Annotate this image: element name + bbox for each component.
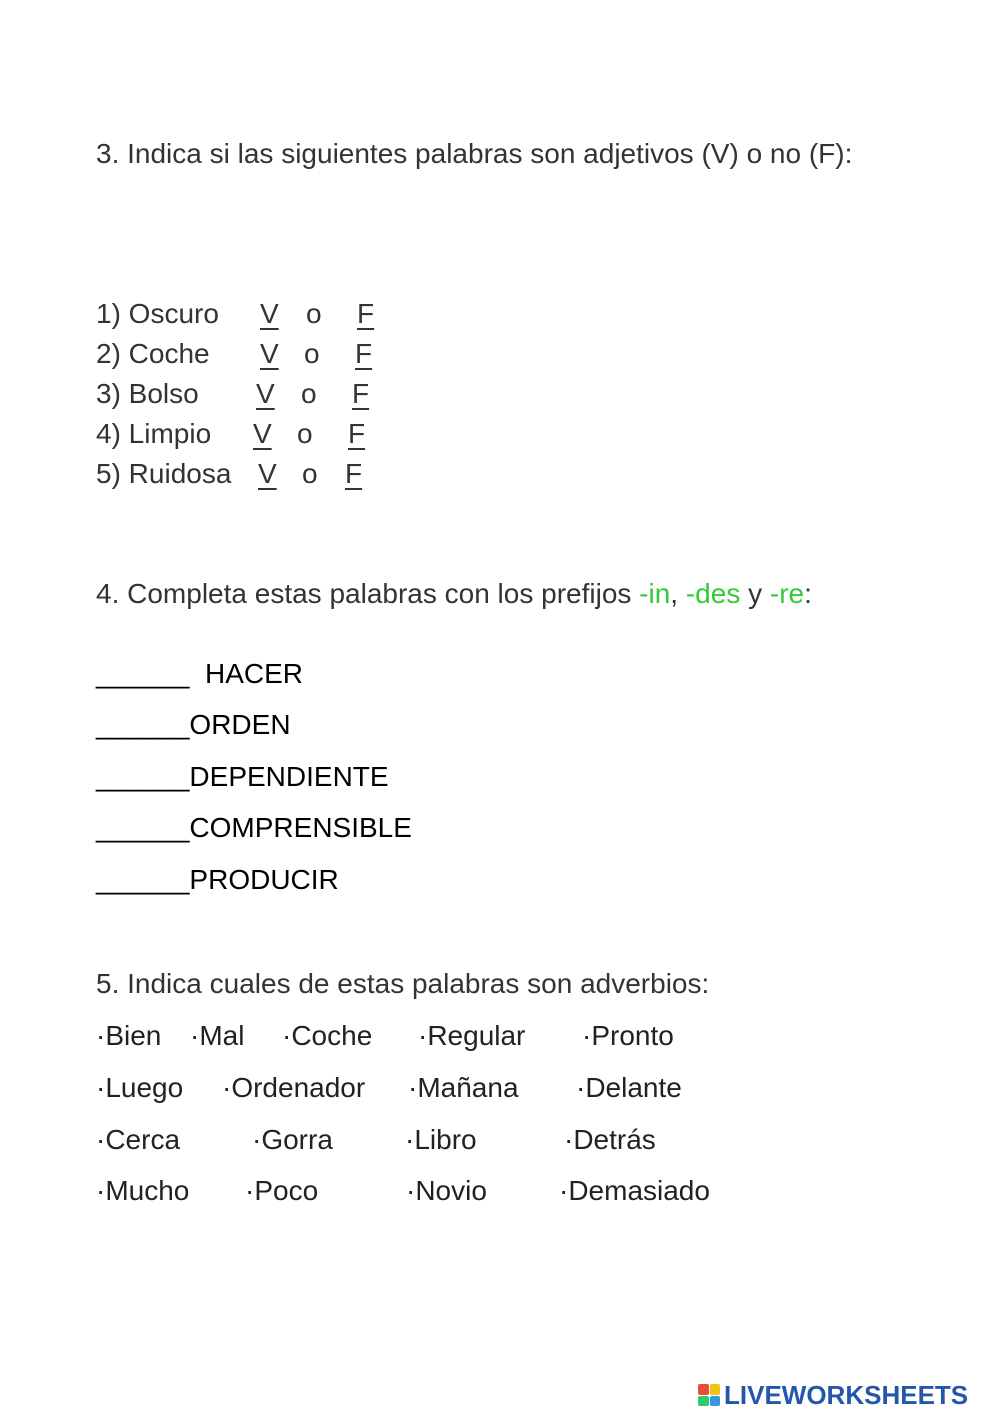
false-option[interactable]: F	[345, 458, 363, 489]
or-text: o	[302, 458, 318, 489]
adverb-option[interactable]: ·Regular	[418, 1020, 526, 1051]
or-text: o	[306, 298, 322, 329]
vf-item-label: 1) Oscuro	[96, 298, 219, 329]
liveworksheets-logo	[698, 1378, 968, 1412]
adverb-option[interactable]: ·Ordenador	[222, 1072, 366, 1103]
adverb-option[interactable]: ·Demasiado	[559, 1175, 710, 1206]
adverb-option[interactable]: ·Delante	[576, 1072, 682, 1103]
true-option[interactable]: V	[260, 338, 279, 369]
false-option[interactable]: F	[355, 338, 373, 369]
prefix-blank-item[interactable]: ______COMPRENSIBLE	[96, 812, 412, 843]
q4-title-suffix: :	[804, 578, 812, 609]
adverb-option[interactable]: ·Mucho	[96, 1175, 190, 1206]
prefix-blank-item[interactable]: ______PRODUCIR	[96, 864, 339, 895]
question-4-title	[96, 574, 812, 613]
logo-square	[698, 1396, 709, 1407]
logo-text: LIVEWORKSHEETS	[724, 1379, 969, 1410]
or-text: o	[301, 378, 317, 409]
logo-square	[710, 1384, 721, 1395]
vf-item-label: 5) Ruidosa	[96, 458, 232, 489]
vf-item-label: 2) Coche	[96, 338, 210, 369]
logo-square	[698, 1384, 709, 1395]
prefix-blank-item[interactable]: ______ORDEN	[96, 709, 291, 740]
vf-item-label: 4) Limpio	[96, 418, 212, 449]
adverb-option[interactable]: ·Luego	[96, 1072, 184, 1103]
logo-square	[710, 1396, 721, 1407]
true-option[interactable]: V	[260, 298, 279, 329]
adverb-option[interactable]: ·Poco	[245, 1175, 319, 1206]
question-3-title: 3. Indica si las siguientes palabras son adjetivos (V) o no (F):	[96, 138, 853, 169]
adverb-option[interactable]: ·Gorra	[252, 1124, 333, 1155]
q4-title-prefix: 4. Completa estas palabras con los prefijos	[96, 578, 640, 609]
q4-sep1: ,	[670, 578, 686, 609]
adverb-option[interactable]: ·Novio	[406, 1175, 487, 1206]
or-text: o	[304, 338, 320, 369]
adverb-option[interactable]: ·Libro	[405, 1124, 477, 1155]
question-5-title: 5. Indica cuales de estas palabras son adverbios:	[96, 968, 710, 999]
false-option[interactable]: F	[357, 298, 375, 329]
true-option[interactable]: V	[258, 458, 277, 489]
false-option[interactable]: F	[352, 378, 370, 409]
adverb-option[interactable]: ·Mal	[190, 1020, 245, 1051]
prefix-in: -in	[639, 578, 671, 609]
or-text: o	[297, 418, 313, 449]
prefix-blank-item[interactable]: ______ HACER	[96, 658, 304, 689]
prefix-re: -re	[769, 578, 805, 609]
prefix-blank-item[interactable]: ______DEPENDIENTE	[96, 761, 389, 792]
adverb-option[interactable]: ·Cerca	[96, 1124, 181, 1155]
adverb-option[interactable]: ·Mañana	[408, 1072, 519, 1103]
adverb-option[interactable]: ·Coche	[282, 1020, 373, 1051]
adverb-option[interactable]: ·Detrás	[564, 1124, 656, 1155]
adverb-option[interactable]: ·Bien	[96, 1020, 162, 1051]
true-option[interactable]: V	[256, 378, 275, 409]
logo-mark-icon	[698, 1384, 720, 1406]
adverb-option[interactable]: ·Pronto	[582, 1020, 674, 1051]
vf-item-label: 3) Bolso	[96, 378, 199, 409]
prefix-des: -des	[685, 578, 741, 609]
false-option[interactable]: F	[348, 418, 366, 449]
q4-sep2: y	[740, 578, 770, 609]
true-option[interactable]: V	[253, 418, 272, 449]
